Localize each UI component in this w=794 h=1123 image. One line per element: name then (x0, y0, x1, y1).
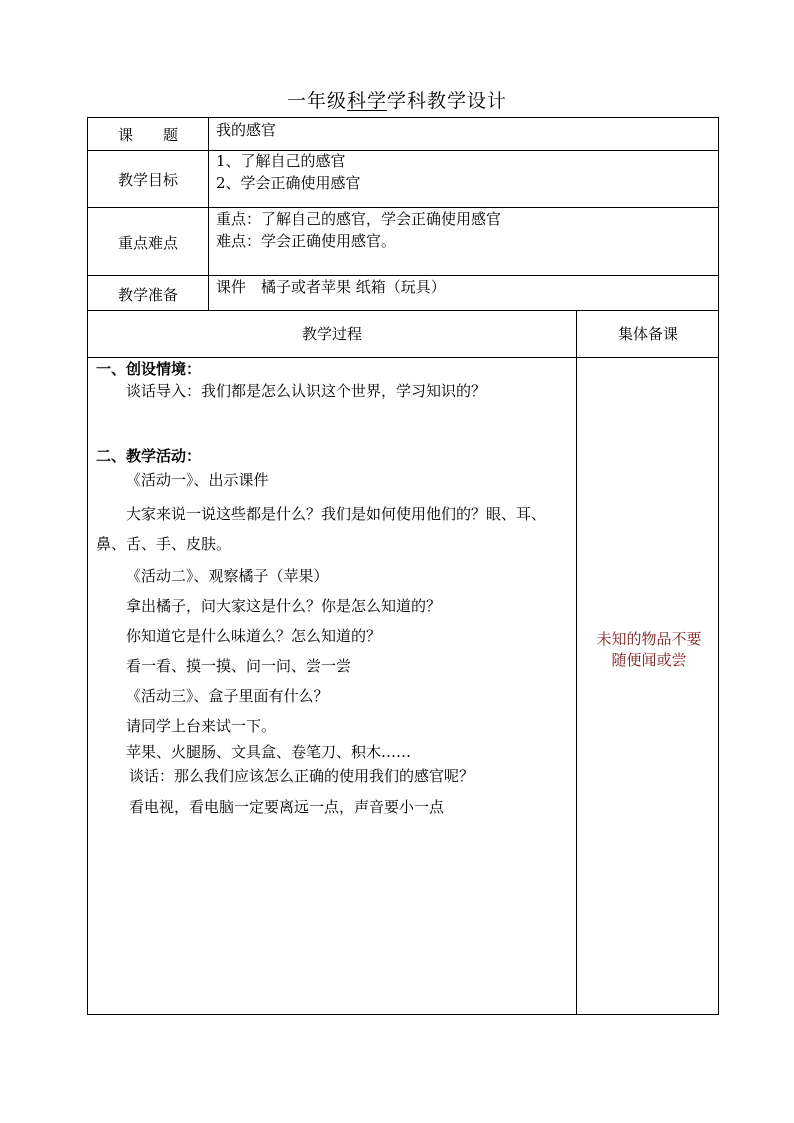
title-prefix: 一年级 (286, 90, 347, 112)
prep-value: 课件 橘子或者苹果 纸箱（玩具） (216, 278, 446, 296)
section-1-title: 一、创设情境： (96, 360, 202, 378)
process-header: 教学过程 (301, 325, 362, 343)
lesson-plan-table (87, 117, 719, 1015)
process-content (96, 358, 572, 402)
notes-column-divider (576, 310, 577, 1015)
activity-3-text-1: 请同学上台来试一下。 (126, 717, 277, 735)
closing-advice: 看电视，看电脑一定要离远一点，声音要小一点 (129, 798, 445, 816)
goal-line-1: 1、了解自己的感官 (216, 152, 346, 170)
topic-value: 我的感官 (216, 121, 277, 139)
prep-label: 教学准备 (117, 286, 178, 304)
note-line-1: 未知的物品不要 (596, 630, 702, 648)
activity-1-title: 《活动一》、出示课件 (126, 471, 269, 489)
activities-content (96, 443, 572, 825)
goals-label: 教学目标 (117, 171, 178, 189)
note-line-2: 随便闻或尝 (611, 651, 687, 669)
label-column-divider (208, 118, 209, 310)
activity-3-title: 《活动三》、盒子里面有什么？ (126, 687, 329, 705)
activity-2-question-1: 拿出橘子，问大家这是什么？你是怎么知道的？ (126, 597, 442, 615)
talk-question: 谈话：那么我们应该怎么正确的使用我们的感官呢？ (129, 767, 475, 785)
document-title (0, 86, 794, 113)
keypoint-line-2: 难点：学会正确使用感官。 (216, 232, 397, 250)
section-1-intro: 谈话导入：我们都是怎么认识这个世界，学习知识的？ (126, 382, 487, 400)
goal-line-2: 2、学会正确使用感官 (216, 174, 361, 192)
section-2-title: 二、教学活动： (96, 447, 202, 465)
keypoints-label: 重点难点 (117, 234, 178, 252)
row-divider (88, 310, 718, 311)
keypoint-line-1: 重点：了解自己的感官，学会正确使用感官 (216, 210, 502, 228)
title-suffix: 学科教学设计 (387, 90, 508, 112)
topic-label: 课 题 (117, 126, 178, 144)
row-divider (88, 150, 718, 151)
activity-1-text-1: 大家来说一说这些都是什么？我们是如何使用他们的？眼、耳、 (126, 505, 547, 523)
activity-1-text-2: 鼻、舌、手、皮肤。 (96, 535, 232, 553)
activity-2-question-2: 你知道它是什么味道么？怎么知道的？ (126, 627, 382, 645)
collective-note (580, 629, 718, 671)
activity-3-text-2: 苹果、火腿肠、文具盒、卷笔刀、积木…… (126, 743, 412, 761)
activity-2-title: 《活动二》、观察橘子（苹果） (126, 567, 329, 585)
activity-2-question-3: 看一看、摸一摸、问一问、尝一尝 (126, 657, 352, 675)
collective-header: 集体备课 (617, 325, 678, 343)
title-subject: 科学 (346, 90, 387, 112)
